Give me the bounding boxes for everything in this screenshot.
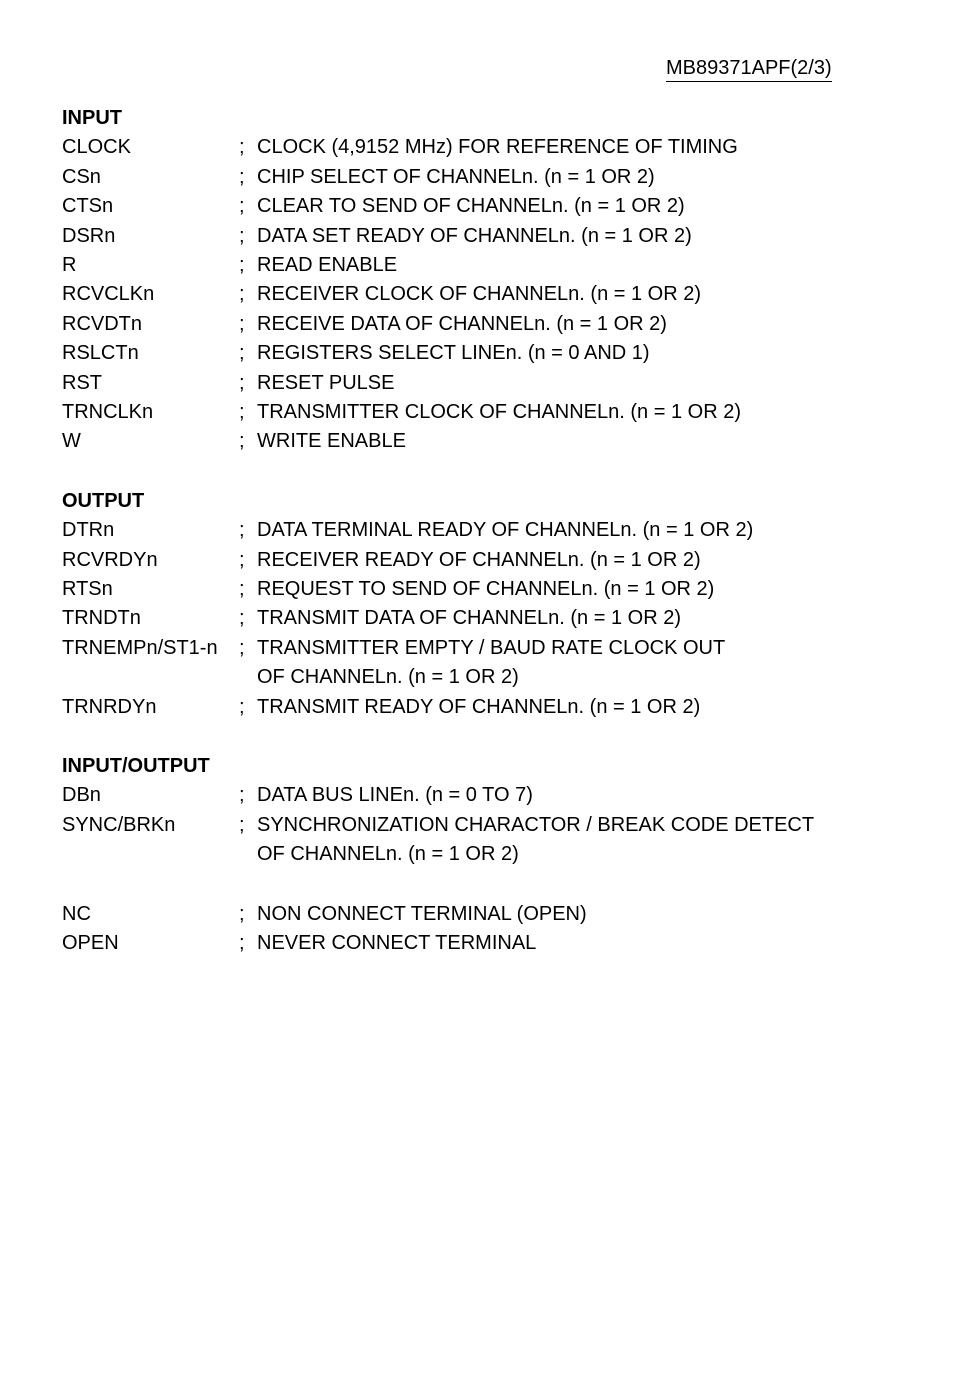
pin-description: RESET PULSE: [257, 371, 395, 394]
pin-row: [62, 133, 922, 162]
separator: ;: [239, 932, 245, 955]
pin-name: TRNDTn: [62, 607, 141, 630]
pin-description: CLEAR TO SEND OF CHANNELn. (n = 1 OR 2): [257, 195, 685, 218]
pin-description: DATA SET READY OF CHANNELn. (n = 1 OR 2): [257, 224, 692, 247]
pin-row: [62, 516, 922, 545]
pin-description: WRITE ENABLE: [257, 430, 406, 453]
pin-row: [62, 192, 922, 221]
separator: ;: [239, 695, 245, 718]
pin-row: [62, 427, 922, 456]
section-input-output: [62, 752, 922, 870]
pin-description: CLOCK (4,9152 MHz) FOR REFERENCE OF TIMING: [257, 136, 738, 159]
pin-name: TRNCLKn: [62, 401, 154, 424]
pin-row: [62, 369, 922, 398]
pin-description: TRANSMITTER EMPTY / BAUD RATE CLOCK OUT OF CHANNELn. (n = 1 OR 2): [257, 636, 726, 689]
pin-name: RCVCLKn: [62, 283, 155, 306]
pin-name: CTSn: [62, 195, 114, 218]
separator: ;: [239, 607, 245, 630]
pin-name: RCVRDYn: [62, 548, 158, 571]
separator: ;: [239, 283, 245, 306]
pin-row: [62, 929, 922, 958]
separator: ;: [239, 371, 245, 394]
pin-name: DBn: [62, 784, 101, 807]
pin-row: [62, 398, 922, 427]
separator: ;: [239, 813, 245, 836]
pin-row: [62, 575, 922, 604]
section-title: OUTPUT: [62, 489, 145, 512]
separator: ;: [239, 401, 245, 424]
section-output: [62, 487, 922, 722]
pin-name: SYNC/BRKn: [62, 813, 176, 836]
pin-row: [62, 280, 922, 309]
pin-name: RCVDTn: [62, 312, 143, 335]
separator: ;: [239, 342, 245, 365]
pin-description: RECEIVER READY OF CHANNELn. (n = 1 OR 2): [257, 548, 701, 571]
pin-description: READ ENABLE: [257, 254, 398, 277]
separator: ;: [239, 902, 245, 925]
pin-row: [62, 222, 922, 251]
pin-row: [62, 546, 922, 575]
pin-description: DATA TERMINAL READY OF CHANNELn. (n = 1 OR 2): [257, 519, 754, 542]
pin-row: [62, 811, 922, 870]
pin-name: RTSn: [62, 578, 113, 601]
pin-description: TRANSMIT READY OF CHANNELn. (n = 1 OR 2): [257, 695, 701, 718]
separator: ;: [239, 224, 245, 247]
pin-description: NEVER CONNECT TERMINAL: [257, 932, 537, 955]
section-title: INPUT: [62, 107, 122, 129]
pin-name: RSLCTn: [62, 342, 139, 365]
section-input: [62, 104, 922, 457]
separator: ;: [239, 578, 245, 601]
pin-name: TRNRDYn: [62, 695, 157, 718]
pin-name: CSn: [62, 165, 101, 188]
separator: ;: [239, 136, 245, 159]
pin-row: [62, 604, 922, 633]
pin-row: [62, 251, 922, 280]
separator: ;: [239, 636, 245, 659]
pin-name: NC: [62, 902, 91, 925]
pin-name: DSRn: [62, 224, 116, 247]
separator: ;: [239, 548, 245, 571]
pin-name: CLOCK: [62, 136, 131, 159]
pin-name: OPEN: [62, 932, 119, 955]
separator: ;: [239, 519, 245, 542]
pin-description: CHIP SELECT OF CHANNELn. (n = 1 OR 2): [257, 165, 655, 188]
document-id-header: MB89371APF(2/3): [666, 55, 832, 82]
separator: ;: [239, 195, 245, 218]
pin-description: RECEIVE DATA OF CHANNELn. (n = 1 OR 2): [257, 312, 667, 335]
separator: ;: [239, 165, 245, 188]
pin-description: REGISTERS SELECT LINEn. (n = 0 AND 1): [257, 342, 650, 365]
pin-name: R: [62, 254, 77, 277]
pin-row: [62, 900, 922, 929]
pin-row: [62, 310, 922, 339]
section-other-pins: [62, 900, 922, 959]
pin-row: [62, 163, 922, 192]
pin-row: [62, 339, 922, 368]
pin-row: [62, 634, 922, 693]
section-title: INPUT/OUTPUT: [62, 755, 210, 778]
pin-description: SYNCHRONIZATION CHARACTOR / BREAK CODE DETECT OF CHANNELn. (n = 1 OR 2): [257, 813, 815, 866]
pin-description-list: [62, 104, 922, 959]
pin-row: [62, 693, 922, 722]
pin-name: W: [62, 430, 81, 453]
separator: ;: [239, 254, 245, 277]
pin-description: REQUEST TO SEND OF CHANNELn. (n = 1 OR 2): [257, 578, 715, 601]
pin-description: DATA BUS LINEn. (n = 0 TO 7): [257, 784, 533, 807]
pin-description: NON CONNECT TERMINAL (OPEN): [257, 902, 587, 925]
pin-description: RECEIVER CLOCK OF CHANNELn. (n = 1 OR 2): [257, 283, 702, 306]
pin-name: RST: [62, 371, 102, 394]
pin-description: TRANSMIT DATA OF CHANNELn. (n = 1 OR 2): [257, 607, 681, 630]
separator: ;: [239, 312, 245, 335]
separator: ;: [239, 784, 245, 807]
pin-description: TRANSMITTER CLOCK OF CHANNELn. (n = 1 OR 2): [257, 401, 741, 424]
pin-name: TRNEMPn/ST1-n: [62, 636, 218, 659]
pin-row: [62, 781, 922, 810]
pin-name: DTRn: [62, 519, 115, 542]
separator: ;: [239, 430, 245, 453]
